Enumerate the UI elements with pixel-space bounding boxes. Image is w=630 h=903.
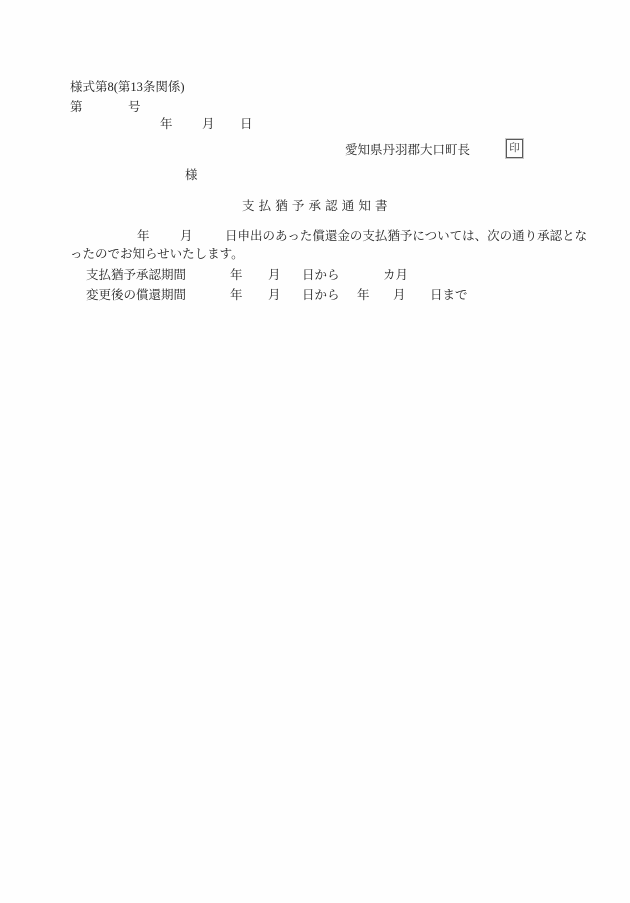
revised-period-year-label: 年 [230, 288, 243, 302]
body-application-month-label: 月 [180, 229, 193, 243]
seal-mark: 印 [506, 139, 523, 158]
issue-date-year-label: 年 [160, 117, 173, 131]
approval-period-month-label: 月 [268, 268, 281, 282]
issuer-name: 愛知県丹羽郡大口町長 [345, 143, 471, 157]
revised-period-day-to-label: 日まで [430, 288, 468, 302]
body-text-line2: ったのでお知らせいたします。 [70, 247, 244, 261]
approval-period-months-label: カ月 [383, 268, 409, 282]
approval-period-day-from-label: 日から [302, 268, 340, 282]
approval-period-year-label: 年 [230, 268, 243, 282]
revised-period-end-year-label: 年 [357, 288, 370, 302]
revised-period-day-from-label: 日から [302, 288, 340, 302]
body-application-year-label: 年 [137, 229, 150, 243]
approval-period-label: 支払猶予承認期間 [86, 268, 187, 282]
document-title: 支 払 猶 予 承 認 通 知 書 [241, 199, 388, 213]
addressee-honorific: 様 [185, 168, 198, 182]
document-number-suffix: 号 [128, 100, 141, 114]
revised-period-end-month-label: 月 [393, 288, 406, 302]
body-text-line1: 日申出のあった償還金の支払猶予については、次の通り承認とな [225, 229, 588, 243]
form-reference: 様式第8(第13条関係) [70, 80, 185, 94]
document-number-prefix: 第 [70, 100, 83, 114]
revised-period-label: 変更後の償還期間 [86, 288, 187, 302]
issue-date-day-label: 日 [240, 117, 253, 131]
issue-date-month-label: 月 [202, 117, 215, 131]
revised-period-month-label: 月 [268, 288, 281, 302]
